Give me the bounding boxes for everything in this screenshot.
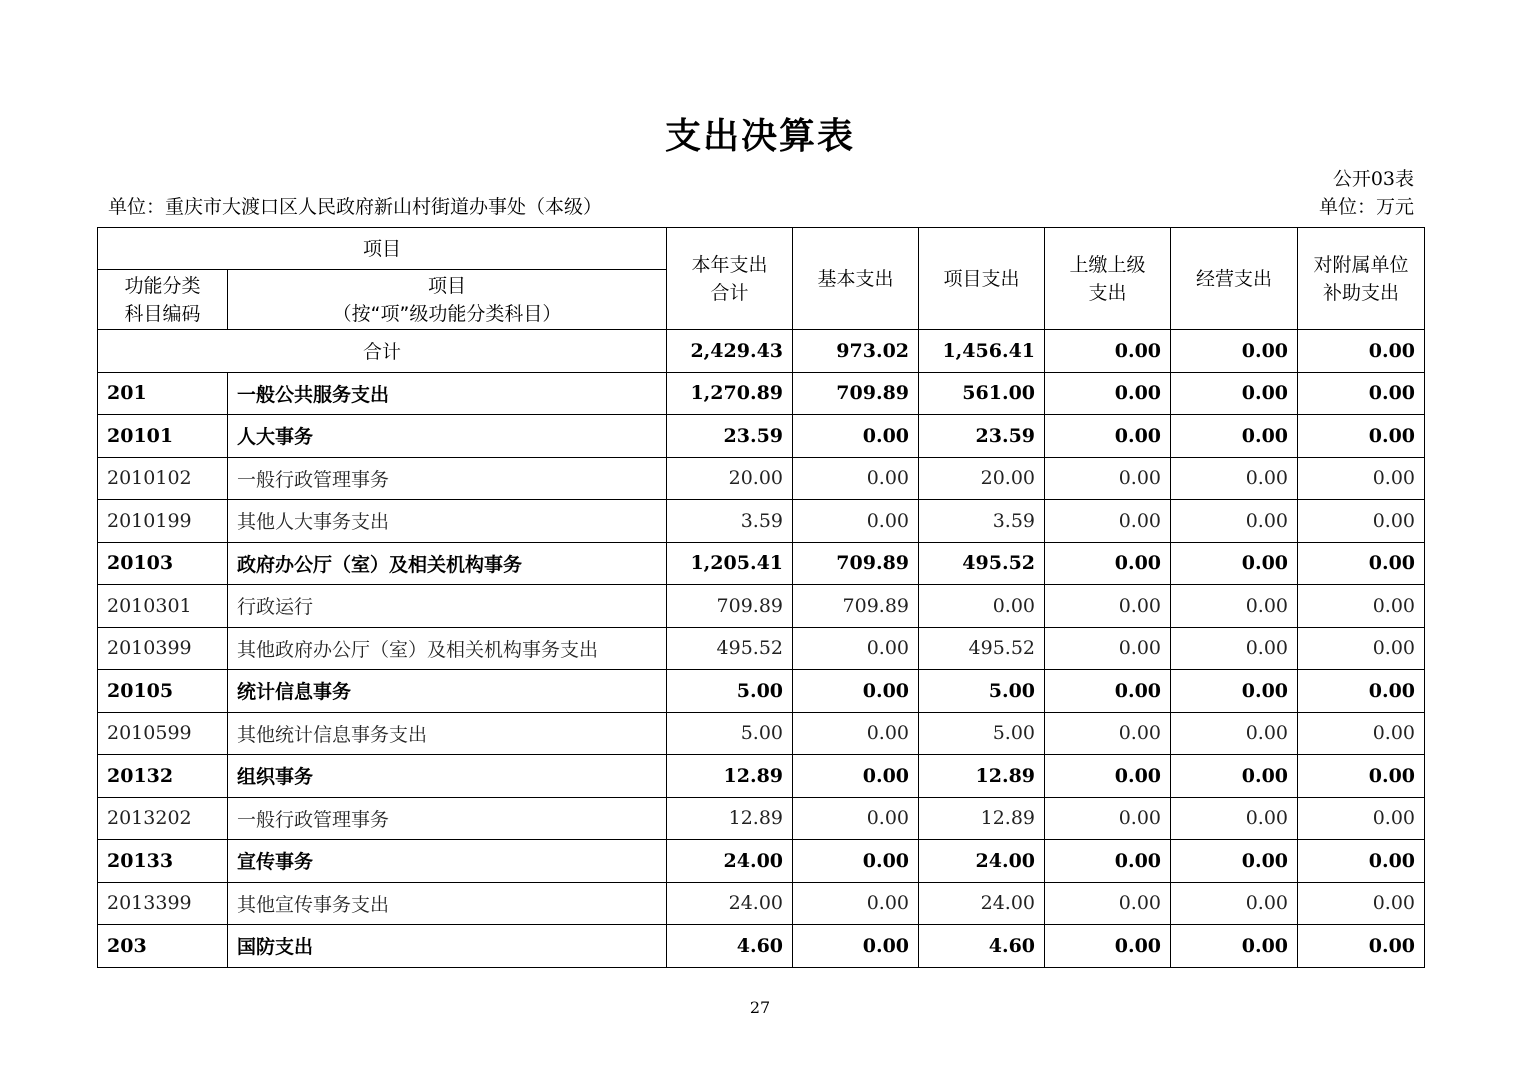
row-value: 0.00 (1171, 925, 1298, 968)
header-subsidy-line1: 对附属单位 (1313, 253, 1409, 276)
row-value: 0.00 (1171, 755, 1298, 798)
row-value: 0.00 (1045, 925, 1171, 968)
table-row (98, 755, 1425, 798)
total-row-value: 0.00 (1045, 330, 1171, 373)
row-value: 3.59 (919, 500, 1045, 543)
header-code-line2: 科目编码 (124, 302, 201, 325)
expenditure-table (97, 227, 1425, 968)
row-value: 0.00 (1298, 627, 1425, 670)
row-value: 0.00 (793, 670, 919, 713)
row-code: 20133 (98, 840, 228, 883)
row-value: 4.60 (919, 925, 1045, 968)
row-name: 一般公共服务支出 (228, 372, 667, 415)
row-value: 0.00 (1045, 457, 1171, 500)
table-row (98, 670, 1425, 713)
currency-unit: 单位：万元 (1318, 196, 1414, 218)
row-value: 24.00 (919, 882, 1045, 925)
row-name: 国防支出 (228, 925, 667, 968)
row-value: 0.00 (1171, 457, 1298, 500)
table-row (98, 840, 1425, 883)
row-value: 0.00 (1045, 372, 1171, 415)
table-row (98, 925, 1425, 968)
row-code: 20132 (98, 755, 228, 798)
header-upper-line2: 支出 (1088, 281, 1127, 304)
header-name (228, 270, 667, 330)
table-row (98, 797, 1425, 840)
row-value: 0.00 (1045, 585, 1171, 628)
header-operating: 经营支出 (1171, 228, 1298, 330)
row-code: 20105 (98, 670, 228, 713)
total-row-value: 973.02 (793, 330, 919, 373)
total-row (98, 330, 1425, 373)
row-value: 0.00 (1298, 882, 1425, 925)
row-value: 0.00 (1045, 712, 1171, 755)
header-basic: 基本支出 (793, 228, 919, 330)
row-code: 2010599 (98, 712, 228, 755)
table-row (98, 372, 1425, 415)
row-code: 2013399 (98, 882, 228, 925)
total-row-value: 0.00 (1171, 330, 1298, 373)
row-name: 组织事务 (228, 755, 667, 798)
row-name: 其他人大事务支出 (228, 500, 667, 543)
header-upper (1045, 228, 1171, 330)
row-value: 0.00 (1045, 415, 1171, 458)
row-value: 0.00 (1298, 585, 1425, 628)
row-code: 2013202 (98, 797, 228, 840)
row-value: 20.00 (919, 457, 1045, 500)
header-project: 项目支出 (919, 228, 1045, 330)
row-value: 0.00 (1171, 797, 1298, 840)
row-value: 0.00 (1298, 372, 1425, 415)
row-value: 709.89 (793, 585, 919, 628)
row-value: 0.00 (793, 500, 919, 543)
row-value: 0.00 (1298, 840, 1425, 883)
row-value: 0.00 (1298, 712, 1425, 755)
row-code: 2010199 (98, 500, 228, 543)
header-total-line2: 合计 (710, 281, 749, 304)
row-value: 0.00 (793, 755, 919, 798)
table-body (98, 330, 1425, 968)
row-value: 495.52 (667, 627, 793, 670)
row-value: 24.00 (919, 840, 1045, 883)
total-row-label: 合计 (98, 330, 667, 373)
row-name: 其他政府办公厅（室）及相关机构事务支出 (228, 627, 667, 670)
expenditure-table-container (97, 227, 1424, 968)
header-upper-line1: 上缴上级 (1069, 253, 1146, 276)
header-item-group: 项目 (98, 228, 667, 270)
row-value: 0.00 (1045, 797, 1171, 840)
row-value: 0.00 (1298, 457, 1425, 500)
row-value: 709.89 (793, 542, 919, 585)
row-value: 12.89 (919, 797, 1045, 840)
row-name: 政府办公厅（室）及相关机构事务 (228, 542, 667, 585)
row-value: 24.00 (667, 840, 793, 883)
row-code: 2010301 (98, 585, 228, 628)
row-value: 20.00 (667, 457, 793, 500)
row-value: 0.00 (1298, 670, 1425, 713)
header-code-line1: 功能分类 (124, 274, 201, 297)
row-value: 23.59 (919, 415, 1045, 458)
row-code: 2010102 (98, 457, 228, 500)
row-value: 12.89 (919, 755, 1045, 798)
row-value: 0.00 (1171, 500, 1298, 543)
total-row-value: 0.00 (1298, 330, 1425, 373)
row-value: 0.00 (1045, 627, 1171, 670)
total-row-value: 2,429.43 (667, 330, 793, 373)
row-value: 0.00 (793, 627, 919, 670)
page-title: 支出决算表 (664, 116, 855, 157)
row-name: 一般行政管理事务 (228, 797, 667, 840)
row-value: 4.60 (667, 925, 793, 968)
row-name: 其他宣传事务支出 (228, 882, 667, 925)
row-code: 20103 (98, 542, 228, 585)
row-value: 5.00 (919, 670, 1045, 713)
row-value: 0.00 (1171, 882, 1298, 925)
row-value: 0.00 (1171, 415, 1298, 458)
row-value: 0.00 (1298, 542, 1425, 585)
table-row (98, 542, 1425, 585)
row-value: 0.00 (793, 712, 919, 755)
row-name: 人大事务 (228, 415, 667, 458)
row-value: 0.00 (1171, 840, 1298, 883)
table-row (98, 457, 1425, 500)
row-value: 0.00 (1045, 755, 1171, 798)
row-value: 709.89 (793, 372, 919, 415)
row-value: 0.00 (793, 797, 919, 840)
table-row (98, 500, 1425, 543)
row-value: 0.00 (1045, 670, 1171, 713)
table-row (98, 712, 1425, 755)
row-value: 1,205.41 (667, 542, 793, 585)
row-value: 0.00 (1298, 797, 1425, 840)
header-subsidy-line2: 补助支出 (1323, 281, 1400, 304)
row-value: 0.00 (1298, 925, 1425, 968)
row-value: 0.00 (793, 415, 919, 458)
table-row (98, 415, 1425, 458)
row-value: 495.52 (919, 542, 1045, 585)
row-name: 宣传事务 (228, 840, 667, 883)
header-subsidy (1298, 228, 1425, 330)
row-value: 709.89 (667, 585, 793, 628)
row-value: 0.00 (1298, 755, 1425, 798)
row-code: 2010399 (98, 627, 228, 670)
header-code (98, 270, 228, 330)
row-value: 0.00 (1298, 415, 1425, 458)
row-value: 5.00 (667, 670, 793, 713)
row-code: 201 (98, 372, 228, 415)
header-total-line1: 本年支出 (691, 253, 768, 276)
table-row (98, 627, 1425, 670)
row-value: 0.00 (1045, 840, 1171, 883)
row-code: 203 (98, 925, 228, 968)
row-value: 0.00 (1171, 372, 1298, 415)
row-value: 12.89 (667, 797, 793, 840)
row-name: 行政运行 (228, 585, 667, 628)
row-value: 1,270.89 (667, 372, 793, 415)
row-name: 其他统计信息事务支出 (228, 712, 667, 755)
row-code: 20101 (98, 415, 228, 458)
row-name: 统计信息事务 (228, 670, 667, 713)
reporting-unit: 单位：重庆市大渡口区人民政府新山村街道办事处（本级） (108, 196, 603, 218)
row-value: 12.89 (667, 755, 793, 798)
row-value: 0.00 (1171, 627, 1298, 670)
table-row (98, 585, 1425, 628)
row-value: 5.00 (667, 712, 793, 755)
total-row-value: 1,456.41 (919, 330, 1045, 373)
page-number: 27 (749, 998, 771, 1017)
row-value: 0.00 (1045, 542, 1171, 585)
row-name: 一般行政管理事务 (228, 457, 667, 500)
row-value: 0.00 (1045, 882, 1171, 925)
row-value: 0.00 (793, 925, 919, 968)
row-value: 0.00 (793, 882, 919, 925)
row-value: 495.52 (919, 627, 1045, 670)
row-value: 0.00 (919, 585, 1045, 628)
header-name-line1: 项目 (428, 274, 467, 297)
row-value: 0.00 (1171, 585, 1298, 628)
row-value: 561.00 (919, 372, 1045, 415)
form-number: 公开03表 (1332, 168, 1414, 190)
row-value: 0.00 (1171, 712, 1298, 755)
row-value: 23.59 (667, 415, 793, 458)
row-value: 24.00 (667, 882, 793, 925)
row-value: 0.00 (1045, 500, 1171, 543)
header-name-line2: （按“项”级功能分类科目） (332, 302, 562, 325)
row-value: 0.00 (1298, 500, 1425, 543)
row-value: 5.00 (919, 712, 1045, 755)
row-value: 3.59 (667, 500, 793, 543)
header-total (667, 228, 793, 330)
row-value: 0.00 (793, 457, 919, 500)
table-row (98, 882, 1425, 925)
row-value: 0.00 (793, 840, 919, 883)
row-value: 0.00 (1171, 542, 1298, 585)
row-value: 0.00 (1171, 670, 1298, 713)
